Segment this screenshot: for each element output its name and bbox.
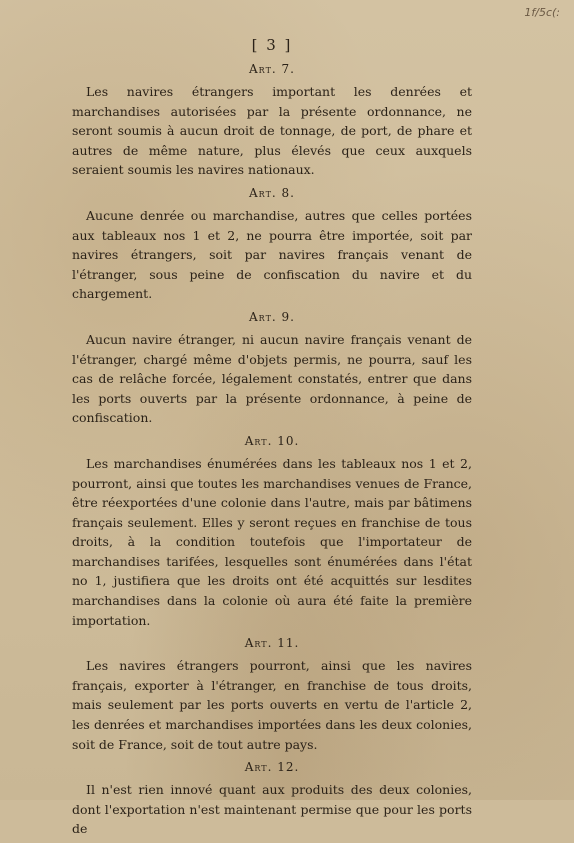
article-heading: Art. 9. [249, 309, 295, 324]
article-11 [72, 634, 472, 754]
article-7 [72, 60, 472, 180]
corner-annotation: 1f/5c(: [524, 6, 560, 19]
article-12 [72, 758, 472, 839]
article-heading: Art. 10. [244, 433, 300, 448]
article-heading: Art. 11. [244, 636, 300, 651]
article-10 [72, 432, 472, 630]
article-text: Les navires étrangers important les denrées et marchandises autorisées par la présente ordonnance, ne seront soumis à aucun droit de tonnage, de port, de phare et autres de même nature, plus élevés que ceux auxquels seraient soumis les navires nationaux. [72, 84, 472, 178]
article-heading: Art. 12. [244, 760, 300, 775]
article-text: Les navires étrangers pourront, ainsi que les navires français, exporter à l'étranger, en franchise de tous droits, mais seulement par les ports ouverts en vertu de l'article 2, les denrées et marchandises importées dans les deux colonies, soit de France, soit de tout autre pays. [72, 658, 472, 752]
article-text: Les marchandises énumérées dans les tableaux nos 1 et 2, pourront, ainsi que toutes les marchandises venues de France, être réexportées d'une colonie dans l'autre, mais par bâtimens français seulement. Elles y seront reçues en franchise de tous droits, à la condition toutefois que l'importateur de marchandises tarifées, lesquelles sont énumérées dans l'état no 1, justifiera que les droits ont été acquittés sur lesdites marchandises dans la colonie où aura été faite la première importation. [72, 455, 472, 628]
article-9 [72, 308, 472, 428]
article-text: Aucune denrée ou marchandise, autres que celles portées aux tableaux nos 1 et 2, ne pourra être importée, soit par navires étrangers, soit par navires français venant de l'étranger, sous peine de confiscation du navire et du chargement. [72, 207, 472, 302]
article-heading: Art. 8. [249, 185, 295, 200]
document-body [72, 36, 472, 843]
article-8 [72, 184, 472, 304]
article-heading: Art. 7. [249, 62, 295, 76]
page-number: [ 3 ] [251, 36, 293, 54]
article-text: Il n'est rien innové quant aux produits des deux colonies, dont l'exportation n'est maintenant permise que pour les ports de [72, 782, 472, 837]
article-text: Aucun navire étranger, ni aucun navire français venant de l'étranger, chargé même d'objets permis, ne pourra, sauf les cas de relâche forcée, légalement constatés, entrer que dans les ports ouverts par la présente ordonnance, à peine de confiscation. [72, 331, 472, 426]
